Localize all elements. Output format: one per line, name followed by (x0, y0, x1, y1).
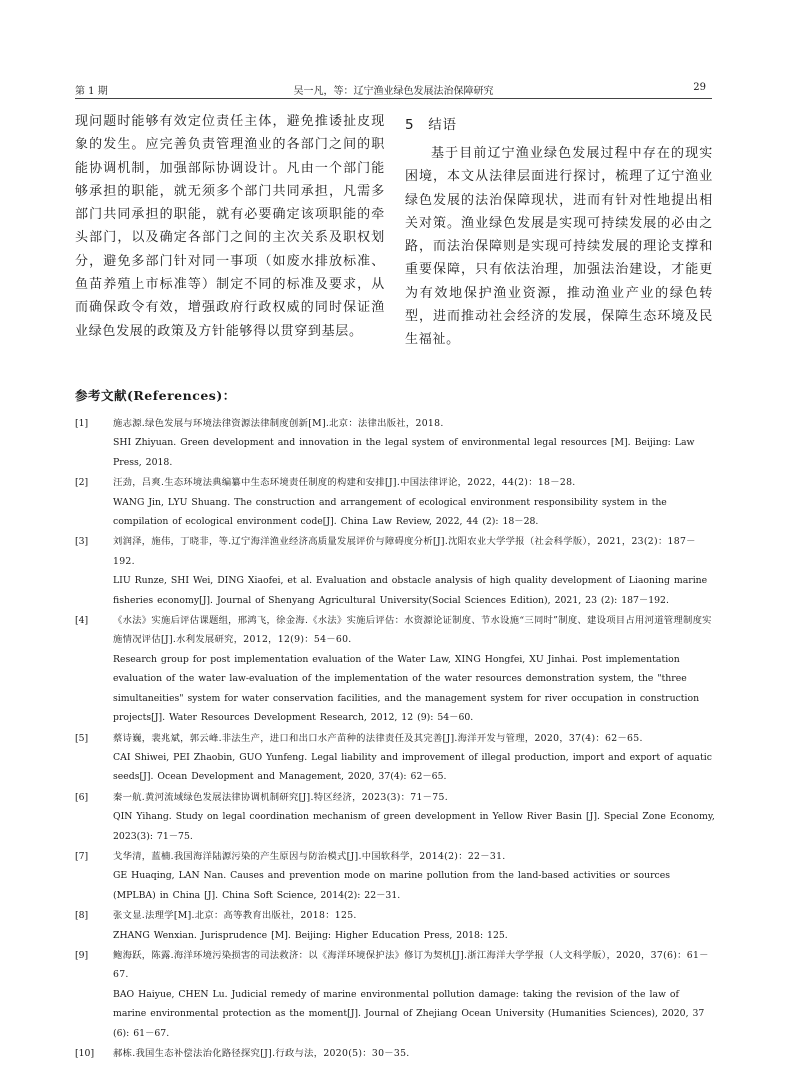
reference-zh: 鲍海跃，陈露.海洋环境污染损害的司法救济：以《海洋环境保护法》修订为契机[J].浙江海洋大学学报（人文科学版），2020，37(6)：61－67. (113, 949, 709, 981)
body-paragraph: 现问题时能够有效定位责任主体，避免推诿扯皮现象的发生。应完善负责管理渔业的各部门之间的职能协调机制，加强部际协调设计。凡由一个部门能够承担的职能，就无须多个部门共同承担，凡需多部门共同承担的职能，就有必要确定该项职能的牵头部门，以及确定各部门之间的主次关系及职权划分，避免多部门针对同一事项（如废水排放标准、鱼苗养殖上市标准等）制定不同的标准及要求，从而确保政令有效，增强政府行政权威的同时保证渔业绿色发展的政策及方针能够得以贯穿到基层。 (75, 114, 385, 339)
reference-en: WANG Jin, LYU Shuang. The construction and arrangement of ecological environment responsibility system in the compilation of ecological environment code[J]. China Law Review, 2022, 44 (2): 18－28. (113, 496, 667, 528)
reference-zh: 戈华清，蓝楠.我国海洋陆源污染的产生原因与防治模式[J].中国软科学，2014(2)：22－31. (113, 850, 506, 862)
left-column (75, 110, 385, 343)
reference-item (75, 414, 715, 472)
reference-zh: 《水法》实施后评估课题组，邢鸿飞，徐金海.《水法》实施后评估：水资源论证制度、节水设施“三同时”制度、建设项目占用河道管理制度实施情况评估[J].水利发展研究，2012，12(9)：54－60. (113, 615, 712, 646)
reference-item (75, 473, 715, 531)
reference-item (75, 788, 715, 846)
running-title: 吴一凡，等：辽宁渔业绿色发展法治保障研究 (293, 86, 494, 97)
reference-index: [3] (75, 536, 89, 548)
reference-index: [2] (75, 477, 89, 489)
section-heading (405, 114, 713, 136)
running-header (75, 80, 712, 99)
reference-zh: 秦一航.黄河流域绿色发展法律协调机制研究[J].特区经济，2023(3)：71－75. (113, 791, 448, 803)
reference-index: [7] (75, 850, 89, 862)
reference-item (75, 906, 715, 945)
reference-index: [5] (75, 732, 89, 744)
reference-item (75, 946, 715, 1043)
reference-en: GE Huaqing, LAN Nan. Causes and prevention mode on marine pollution from the land-based activities or sources (MPLBA) in China [J]. China Soft Science, 2014(2): 22－31. (113, 870, 671, 901)
reference-en: ZHANG Wenxian. Jurisprudence [M]. Beijing: Higher Education Press, 2018: 125. (113, 929, 508, 941)
references-list (75, 414, 715, 1064)
reference-zh: 施志源.绿色发展与环境法律资源法律制度创新[M].北京：法律出版社，2018. (113, 418, 444, 429)
reference-en: BAO Haiyue, CHEN Lu. Judicial remedy of marine environmental pollution damage: taking the revision of the law of marine environmental protection as the moment[J]. Journal of Zhejiang Ocean University (Humanities Sciences), 2020, 37 (6): 61－67. (113, 988, 705, 1039)
reference-zh: 蔡诗巍，裴兆斌，郭云峰.非法生产，进口和出口水产苗种的法律责任及其完善[J].海洋开发与管理，2020，37(4)：62－65. (113, 732, 643, 744)
reference-index: [9] (75, 949, 89, 961)
reference-item (75, 611, 715, 727)
reference-zh: 张文显.法理学[M].北京：高等教育出版社，2018：125. (113, 910, 357, 922)
section-number: 5 (405, 117, 415, 133)
reference-item (75, 729, 715, 787)
reference-item (75, 1044, 715, 1063)
reference-index: [4] (75, 615, 89, 627)
reference-index: [6] (75, 791, 89, 803)
issue-number: 第 1 期 (75, 86, 108, 97)
reference-index: [8] (75, 910, 89, 922)
reference-index: [10] (75, 1048, 95, 1059)
reference-item (75, 847, 715, 905)
reference-item (75, 532, 715, 610)
reference-zh: 郝栋.我国生态补偿法治化路径探究[J].行政与法，2020(5)：30－35. (113, 1048, 410, 1059)
conclusion-paragraph: 基于目前辽宁渔业绿色发展过程中存在的现实困境，本文从法律层面进行探讨，梳理了辽宁渔业绿色发展的法治保障现状，进而有针对性地提出相关对策。渔业绿色发展是实现可持续发展的必由之路，而法治保障则是实现可持续发展的理论支撑和重要保障，只有依法治理，加强法治建设，才能更为有效地保护渔业资源，推动渔业产业的绿色转型，进而推动社会经济的发展，保障生态环境及民生福祉。 (405, 146, 713, 348)
reference-zh: 汪劲，吕爽.生态环境法典编纂中生态环境责任制度的构建和安排[J].中国法律评论，2022，44(2)：18－28. (113, 477, 576, 489)
reference-en: QIN Yihang. Study on legal coordination mechanism of green development in Yellow River Basin [J]. Special Zone Economy, 2023(3): 71－75. (113, 811, 715, 842)
reference-en: LIU Runze, SHI Wei, DING Xiaofei, et al. Evaluation and obstacle analysis of high quality development of Liaoning marine fisheries economy[J]. Journal of Shenyang Agricultural University(Social Sciences Edition), 2021, 23 (2): 187－192. (113, 575, 708, 606)
reference-index: [1] (75, 418, 89, 429)
right-column (405, 114, 713, 352)
reference-en: CAI Shiwei, PEI Zhaobin, GUO Yunfeng. Legal liability and improvement of illegal production, import and export of aquatic seeds[J]. Ocean Development and Management, 2020, 37(4): 62－65. (113, 751, 712, 783)
reference-zh: 刘润泽，施伟，丁晓非，等.辽宁海洋渔业经济高质量发展评价与障碍度分析[J].沈阳农业大学学报（社会科学版），2021，23(2)：187－192. (113, 536, 696, 567)
reference-en: SHI Zhiyuan. Green development and innovation in the legal system of environmental legal resources [M]. Beijing: Law Press, 2018. (113, 437, 695, 468)
section-title: 结语 (428, 117, 457, 133)
reference-en: Research group for post implementation evaluation of the Water Law, XING Hongfei, XU Jinhai. Post implementation evaluation of the water law-evaluation of the implementation of the water resources demonstration system, the "three simultaneities" system for water conservation facilities, and the management system for river occupation in construction projects[J]. Water Resources Development Research, 2012, 12 (9): 54－60. (113, 653, 700, 724)
page-number: 29 (693, 82, 706, 93)
references-title: 参考文献(References)： (75, 388, 236, 403)
